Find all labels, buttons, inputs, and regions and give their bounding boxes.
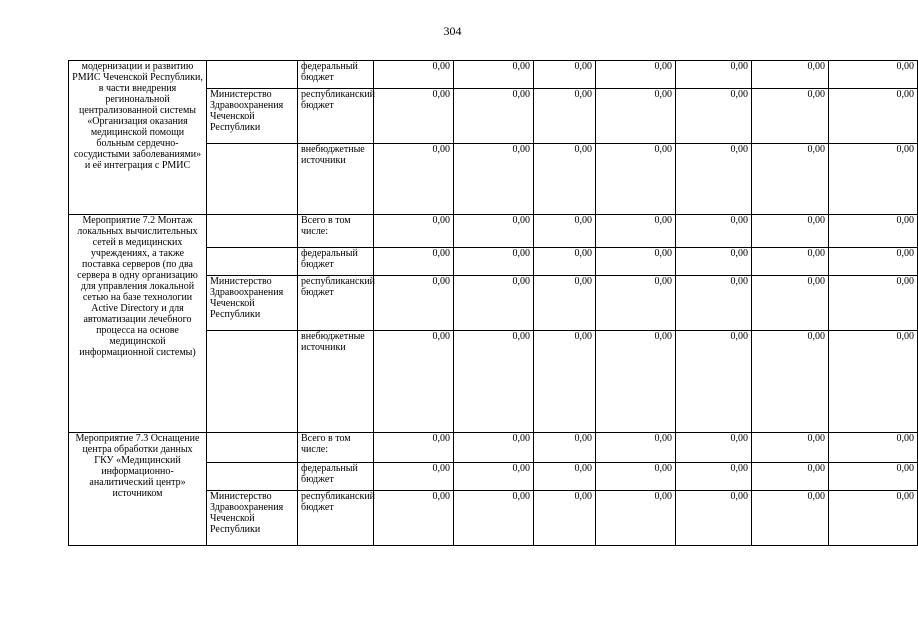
- value-cell: 0,00: [752, 61, 829, 89]
- value-cell: 0,00: [752, 463, 829, 491]
- value-cell: 0,00: [676, 276, 752, 331]
- value-cell: 0,00: [596, 433, 676, 463]
- org-cell-empty: [207, 331, 298, 433]
- org-cell-empty: [207, 61, 298, 89]
- value-cell: 0,00: [829, 144, 918, 215]
- value-cell: 0,00: [374, 491, 454, 546]
- value-cell: 0,00: [829, 215, 918, 248]
- org-cell: Министерство Здравоохранения Чеченской Республики: [207, 276, 298, 331]
- value-cell: 0,00: [752, 248, 829, 276]
- page-number: 304: [443, 24, 462, 38]
- value-cell: 0,00: [454, 89, 534, 144]
- value-cell: 0,00: [374, 144, 454, 215]
- value-cell: 0,00: [374, 89, 454, 144]
- value-cell: 0,00: [752, 491, 829, 546]
- value-cell: 0,00: [454, 331, 534, 433]
- value-cell: 0,00: [374, 433, 454, 463]
- value-cell: 0,00: [596, 463, 676, 491]
- value-cell: 0,00: [676, 248, 752, 276]
- value-cell: 0,00: [752, 89, 829, 144]
- value-cell: 0,00: [596, 248, 676, 276]
- value-cell: 0,00: [596, 215, 676, 248]
- value-cell: 0,00: [829, 276, 918, 331]
- source-cell: Всего в том числе:: [298, 215, 374, 248]
- org-cell-empty: [207, 215, 298, 248]
- value-cell: 0,00: [829, 331, 918, 433]
- event-cell: модернизации и развитию РМИС Чеченской Республики, в части внедрения регинональной централизованной системы «Организация оказания медицинской помощи больным сердечно-сосудистыми заболеваниями» и её интеграция с РМИС: [69, 61, 207, 215]
- value-cell: 0,00: [454, 463, 534, 491]
- source-cell: республиканский бюджет: [298, 276, 374, 331]
- value-cell: 0,00: [676, 89, 752, 144]
- event-cell: Мероприятие 7.2 Монтаж локальных вычислительных сетей в медицинских учреждениях, а также поставка серверов (по два сервера в одну организацию для управления локальной сетью на базе технологии Active Directory и для автоматизации лечебного процесса на основе медицинской информационной системы): [69, 215, 207, 433]
- source-cell: республиканский бюджет: [298, 89, 374, 144]
- org-cell: Министерство Здравоохранения Чеченской Республики: [207, 89, 298, 144]
- org-cell-empty: [207, 433, 298, 463]
- value-cell: 0,00: [829, 491, 918, 546]
- value-cell: 0,00: [454, 276, 534, 331]
- value-cell: 0,00: [454, 61, 534, 89]
- value-cell: 0,00: [534, 433, 596, 463]
- org-cell: Министерство Здравоохранения Чеченской Республики: [207, 491, 298, 546]
- value-cell: 0,00: [596, 144, 676, 215]
- value-cell: 0,00: [676, 491, 752, 546]
- value-cell: 0,00: [374, 215, 454, 248]
- value-cell: 0,00: [454, 491, 534, 546]
- value-cell: 0,00: [829, 89, 918, 144]
- value-cell: 0,00: [676, 433, 752, 463]
- org-cell-empty: [207, 248, 298, 276]
- value-cell: 0,00: [534, 144, 596, 215]
- source-cell: федеральный бюджет: [298, 61, 374, 89]
- value-cell: 0,00: [676, 463, 752, 491]
- value-cell: 0,00: [829, 248, 918, 276]
- value-cell: 0,00: [676, 61, 752, 89]
- value-cell: 0,00: [534, 61, 596, 89]
- value-cell: 0,00: [534, 331, 596, 433]
- value-cell: 0,00: [829, 61, 918, 89]
- value-cell: 0,00: [829, 463, 918, 491]
- value-cell: 0,00: [534, 276, 596, 331]
- value-cell: 0,00: [676, 331, 752, 433]
- value-cell: 0,00: [454, 215, 534, 248]
- event-cell: Мероприятие 7.3 Оснащение центра обработки данных ГКУ «Медицинский информационно-аналитический центр» источником: [69, 433, 207, 546]
- value-cell: 0,00: [596, 491, 676, 546]
- value-cell: 0,00: [374, 61, 454, 89]
- value-cell: 0,00: [454, 433, 534, 463]
- value-cell: 0,00: [596, 89, 676, 144]
- value-cell: 0,00: [374, 276, 454, 331]
- source-cell: федеральный бюджет: [298, 463, 374, 491]
- value-cell: 0,00: [752, 276, 829, 331]
- value-cell: 0,00: [534, 89, 596, 144]
- source-cell: Всего в том числе:: [298, 433, 374, 463]
- value-cell: 0,00: [534, 491, 596, 546]
- value-cell: 0,00: [534, 248, 596, 276]
- value-cell: 0,00: [596, 331, 676, 433]
- budget-table: [68, 60, 918, 546]
- value-cell: 0,00: [752, 144, 829, 215]
- source-cell: внебюджетные источники: [298, 144, 374, 215]
- table-row: [69, 433, 918, 463]
- source-cell: республиканский бюджет: [298, 491, 374, 546]
- value-cell: 0,00: [752, 215, 829, 248]
- value-cell: 0,00: [374, 331, 454, 433]
- org-cell-empty: [207, 144, 298, 215]
- source-cell: внебюджетные источники: [298, 331, 374, 433]
- value-cell: 0,00: [752, 433, 829, 463]
- value-cell: 0,00: [454, 144, 534, 215]
- table-row: [69, 215, 918, 248]
- org-cell-empty: [207, 463, 298, 491]
- value-cell: 0,00: [374, 463, 454, 491]
- value-cell: 0,00: [596, 276, 676, 331]
- value-cell: 0,00: [534, 463, 596, 491]
- value-cell: 0,00: [596, 61, 676, 89]
- value-cell: 0,00: [752, 331, 829, 433]
- source-cell: федеральный бюджет: [298, 248, 374, 276]
- value-cell: 0,00: [676, 144, 752, 215]
- value-cell: 0,00: [676, 215, 752, 248]
- value-cell: 0,00: [374, 248, 454, 276]
- value-cell: 0,00: [454, 248, 534, 276]
- value-cell: 0,00: [829, 433, 918, 463]
- table-row: [69, 61, 918, 89]
- value-cell: 0,00: [534, 215, 596, 248]
